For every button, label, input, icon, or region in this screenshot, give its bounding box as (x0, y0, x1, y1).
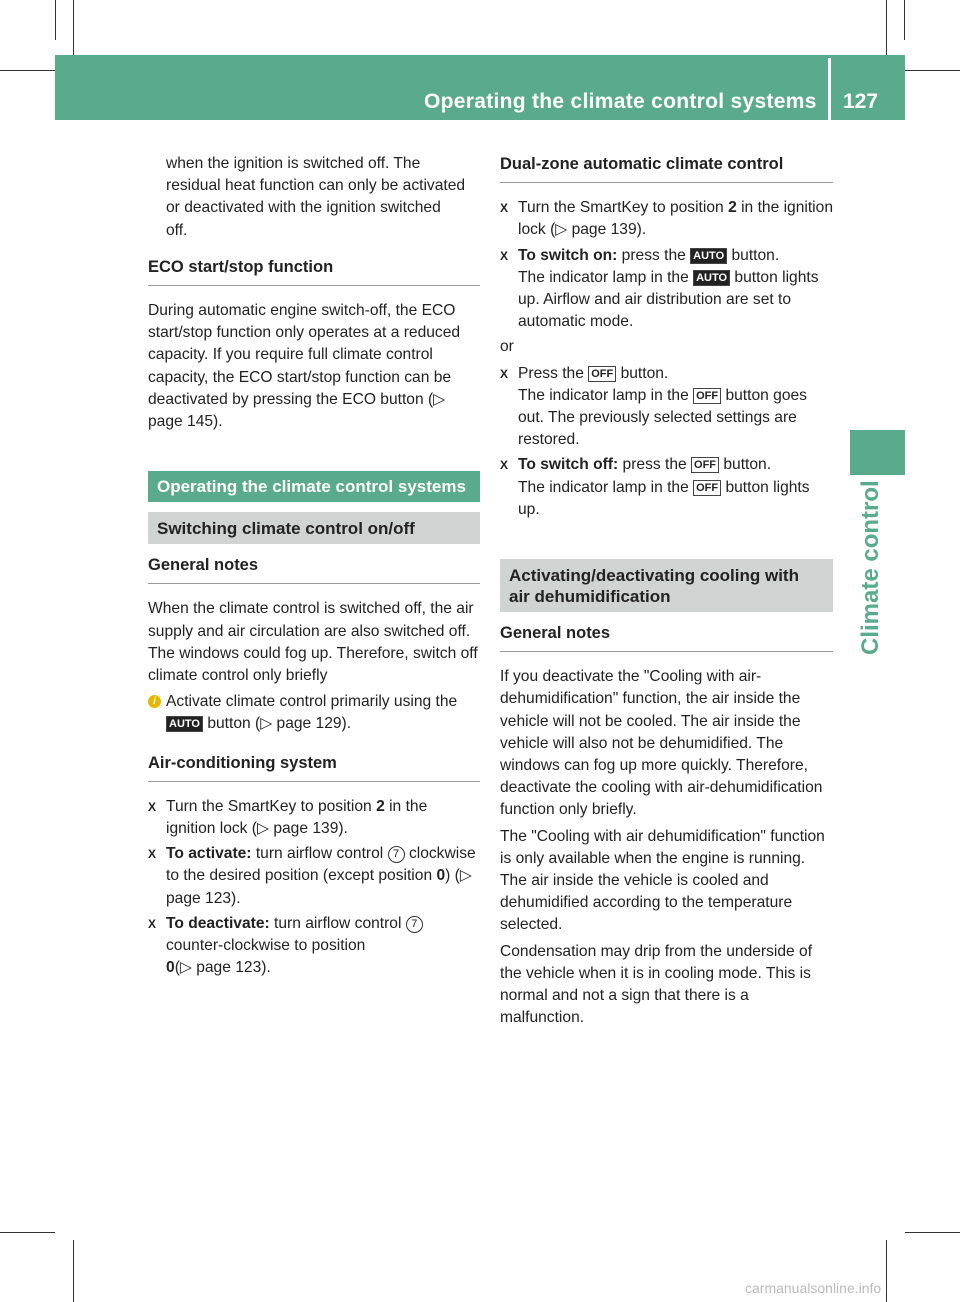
crop-mark (904, 0, 905, 40)
cooling-paragraph-2: The "Cooling with air dehumidification" function is only available when the engine is running. The air inside the vehicle is cooled and dehumidified according to the temperature selected. (500, 827, 825, 934)
info-icon: i (148, 695, 161, 708)
ac-step-3: X To deactivate: turn airflow control 7 counter-clockwise to position 0(▷ page 123). (148, 913, 480, 980)
crop-mark (886, 1240, 887, 1302)
eco-heading: ECO start/stop function (148, 256, 480, 286)
ac-heading: Air-conditioning system (148, 752, 480, 782)
auto-button-icon: AUTO (690, 248, 727, 264)
crop-mark (886, 0, 887, 55)
cooling-paragraph-3: Condensation may drip from the underside of the vehicle when it is in cooling mode. This is normal and not a sign that there is a malfunction. (500, 942, 813, 1027)
step-marker-icon: X (148, 799, 157, 814)
off-button-icon: OFF (693, 480, 721, 496)
crop-mark (905, 70, 960, 71)
cooling-paragraph-1: If you deactivate the "Cooling with air-dehumidification" function, the air inside the vehicle will not be cooled. The air inside the vehicle will also not be dehumidified. The windows can fog up more quickly. Therefore, deactivate the cooling with air-dehumidification function only briefly. (500, 668, 823, 819)
step-marker-icon: X (148, 847, 157, 862)
cooling-heading: Activating/deactivating cooling with air dehumidification (500, 559, 833, 612)
off-button-icon: OFF (588, 366, 616, 382)
dual-step-4: X To switch off: press the OFF button. The indicator lamp in the OFF button lights up. (500, 456, 810, 518)
crop-mark (0, 1232, 55, 1233)
or-text: or (500, 338, 514, 356)
step-marker-icon: X (148, 916, 157, 931)
auto-button-icon: AUTO (166, 716, 203, 732)
dual-step-3: X Press the OFF button. The indicator lamp in the OFF button goes out. The previously selected settings are restored. (500, 364, 807, 449)
intro-paragraph: when the ignition is switched off. The residual heat function can only be activated or deactivated with the ignition switched off. (166, 155, 466, 239)
ac-step-2: X To activate: turn airflow control 7 clockwise to the desired position (except position 0) (▷ page 123). (148, 845, 476, 907)
header-title: Operating the climate control systems (424, 90, 817, 113)
auto-button-icon: AUTO (693, 270, 730, 286)
step-marker-icon: X (500, 366, 509, 381)
eco-text: During automatic engine switch-off, the ECO start/stop function only operates at a reduced capacity. If you require full climate control capacity, the ECO start/stop function can be deactivated by pressing the ECO button (▷ page 145). (148, 302, 461, 431)
crop-mark (905, 1232, 960, 1233)
side-tab-label: Climate control (857, 480, 884, 655)
step-marker-icon: X (500, 201, 509, 216)
step-marker-icon: X (500, 248, 509, 263)
dual-step-1: X Turn the SmartKey to position 2 in the ignition lock (▷ page 139). (500, 199, 833, 239)
dual-zone-heading: Dual-zone automatic climate control (500, 153, 833, 183)
crop-mark (0, 70, 55, 71)
step-marker-icon: X (500, 458, 509, 473)
off-button-icon: OFF (693, 388, 721, 404)
airflow-control-number-icon: 7 (388, 846, 405, 863)
off-button-icon: OFF (691, 457, 719, 473)
switch-heading: Switching climate control on/off (148, 512, 480, 544)
header-separator (828, 58, 831, 120)
airflow-control-number-icon: 7 (406, 916, 423, 933)
watermark[interactable]: carmanualsonline.info (745, 1280, 882, 1296)
crop-mark (55, 0, 56, 40)
ac-step-1: X Turn the SmartKey to position 2 in the ignition lock (▷ page 139). (148, 797, 428, 838)
section-heading: Operating the climate control systems (148, 471, 480, 502)
left-column (148, 153, 480, 982)
general-notes-text: When the climate control is switched off, the air supply and air circulation are also switched off. The windows could fog up. Therefore, switch off climate control only briefly (148, 600, 478, 685)
dual-step-2: X To switch on: press the AUTO button. The indicator lamp in the AUTO button lights up. Airflow and air distribution are set to automatic mode. (500, 246, 819, 331)
right-column (500, 153, 833, 1034)
general-notes-heading: General notes (148, 554, 480, 584)
info-note: i Activate climate control primarily using the AUTO button (▷ page 129). (148, 691, 480, 735)
side-tab-block (850, 430, 905, 475)
page-number: 127 (843, 90, 879, 113)
crop-mark (73, 0, 74, 55)
crop-mark (73, 1240, 74, 1302)
cooling-general-notes-heading: General notes (500, 622, 833, 652)
